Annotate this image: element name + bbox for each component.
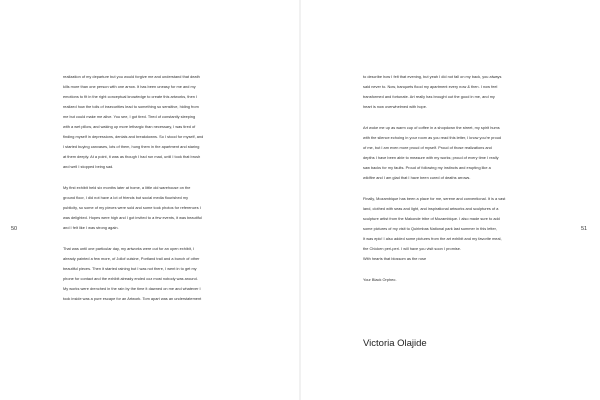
text-line: and well I stopped being sad. xyxy=(63,165,114,169)
text-line: depths I have been able to measure with my works; proud of every time I really xyxy=(363,156,499,160)
text-line: finding myself in depressions, denials and breakdowns. So I stood for myself, and xyxy=(63,135,204,139)
text-line: saw backs for my faults. Proud of following my instincts and erupting like a xyxy=(363,166,491,170)
right-page-number: 51 xyxy=(581,226,588,232)
text-line: took inside was a pure escape for an Artwork. Tom apart was an understatement xyxy=(63,297,202,301)
text-line: publicity, so some of my pieces were sold and some took photos for references I xyxy=(63,206,201,210)
text-line: Art woke me up as warm cup of coffee in a shopdown the street, my spirit hums xyxy=(363,126,500,130)
text-line: wildfire and I am glad that I have been cured of deaths arrows. xyxy=(363,176,471,180)
text-line: already painted a few more, of Jollof cuisine, Portland trail and a bunch of other xyxy=(63,257,200,261)
text-line: My works were drenched in the rain by the time it dawned on me and whatever I xyxy=(63,287,201,291)
text-line: heart is now overwhelmed with hope. xyxy=(363,105,427,109)
left-text-column xyxy=(63,72,239,315)
right-text-column xyxy=(363,72,539,296)
paragraph xyxy=(363,72,539,112)
text-line: with the silence echoing in your room as you read this letter, I know you're proud xyxy=(363,136,502,140)
text-line: realized how the toils of insecurities lead to something so sensitive, hiding from xyxy=(63,105,199,109)
text-line: at them deeply. At a point, it was as though I had run mad, until I took that brush xyxy=(63,155,201,159)
text-line: the Chicken peri-peri. I will have you visit soon I promise. xyxy=(363,247,461,251)
text-line: It was epic! I also added some pictures from the art exhibit and my favorite meal, xyxy=(363,237,502,241)
text-line: That was until one particular day, my artworks were out for an open exhibit, I xyxy=(63,247,195,251)
text-line: land, clothed with seas and light, and inspirational artworks and sculptures of a xyxy=(363,207,499,211)
text-line: beautiful pieces. Then it started raining but I was not there, I went in to get my xyxy=(63,267,197,271)
text-line: Your Black Orpheo. xyxy=(363,278,397,282)
right-page xyxy=(300,0,600,400)
paragraph xyxy=(63,72,239,172)
text-line: ground floor, I did not have a lot of friends but social media flourished my xyxy=(63,196,189,200)
text-line: Finally, Mozambique has been a place for me, serene and conventional. It is a vast xyxy=(363,197,506,201)
paragraph xyxy=(363,194,539,264)
left-page-number: 50 xyxy=(11,226,18,232)
text-line: to describe how I felt that evening, but yeah I did not fall on my back, you always xyxy=(363,75,502,79)
text-line: me but could make me alive. You see, I got tired. Tired of constantly sleeping xyxy=(63,115,196,119)
text-line: transformed and fortunate. Art really has brought out the good in me, and my xyxy=(363,95,495,99)
text-line: with a wet pillow, and waking up more lethargic than necessary, I was tired of xyxy=(63,125,196,129)
text-line: sculpture artist from the Makonde tribe of Mozambique. I also made sure to add xyxy=(363,217,500,221)
paragraph xyxy=(63,244,239,304)
text-line: kills more than one person with one arrow. It has been uneasy for me and my xyxy=(63,85,196,89)
paragraph xyxy=(363,275,539,285)
text-line: was delighted. Hopes were high and I got invited to a few events, it was beautiful xyxy=(63,216,202,220)
text-line: I started buying canvases, lots of them, hung them in the apartment and staring xyxy=(63,145,200,149)
text-line: With hearts that blossom as the rose xyxy=(363,257,427,261)
author-signature: Victoria Olajide xyxy=(363,338,427,349)
paragraph xyxy=(63,183,239,233)
text-line: and I felt like I was strong again. xyxy=(63,226,119,230)
text-line: emotions to fit in the right conceptual knowledge to create this artworks, then I xyxy=(63,95,198,99)
text-line: said never to. Now, banquets flood my apartment every now & then. I now feel xyxy=(363,85,498,89)
text-line: realization of my departure but you would forgive me and understand that death xyxy=(63,75,200,79)
text-line: of me, but I am even more proud of myself. Proud of those realizations and xyxy=(363,146,492,150)
text-line: My first exhibit held six months later at home, a little old warehouse on the xyxy=(63,186,191,190)
text-line: some pictures of my visit to Quirimbas National park last summer in this letter, xyxy=(363,227,497,231)
text-line: phone for contact and the exhibit already ended coz most nobody was around. xyxy=(63,277,198,281)
paragraph xyxy=(363,123,539,183)
